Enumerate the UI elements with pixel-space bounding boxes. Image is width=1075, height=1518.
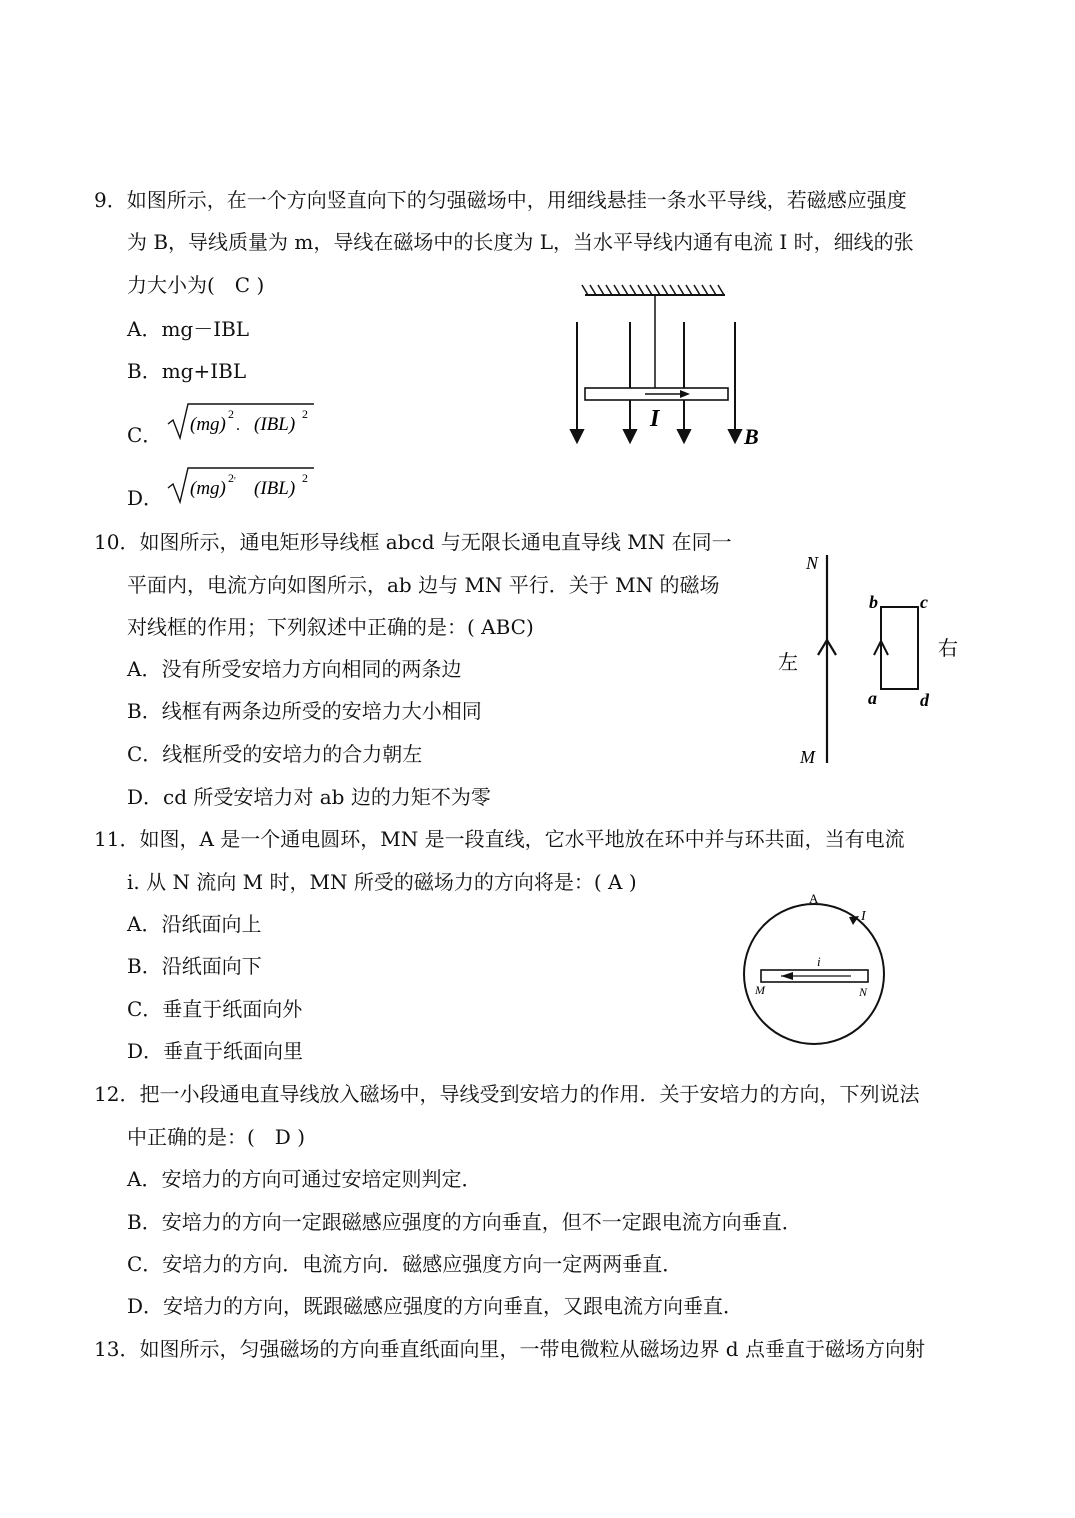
q10-option-d: D．cd 所受安培力对 ab 边的力矩不为零 (127, 785, 491, 809)
q10-option-c: C．线框所受的安培力的合力朝左 (127, 742, 423, 766)
q11-option-d: D．垂直于纸面向里 (127, 1039, 304, 1063)
q10-stem-line3: 对线框的作用；下列叙述中正确的是：( ABC) (127, 615, 534, 639)
q12-option-c: C．安培力的方向．电流方向．磁感应强度方向一定两两垂直． (127, 1252, 683, 1276)
q12-option-a: A．安培力的方向可通过安培定则判定． (127, 1167, 482, 1191)
svg-text:(mg): (mg) (190, 414, 226, 435)
q10-option-a: A．没有所受安培力方向相同的两条边 (127, 657, 462, 681)
q10-stem-line2: 平面内，电流方向如图所示，ab 边与 MN 平行．关于 MN 的磁场 (127, 573, 720, 597)
q11-figure-label-n: N (859, 985, 868, 999)
q9-option-c-formula (162, 400, 322, 446)
q10-figure-label-d: d (920, 690, 929, 710)
q10-figure-wire-and-frame (770, 545, 970, 770)
q10-figure-label-m: M (800, 747, 815, 767)
q9-stem-line2: 为 B，导线质量为 m，导线在磁场中的长度为 L，当水平导线内通有电流 I 时，细线的张 (127, 230, 914, 254)
q12-option-b: B．安培力的方向一定跟磁感应强度的方向垂直，但不一定跟电流方向垂直． (127, 1210, 802, 1234)
q9-stem-line3: 力大小为( C ) (127, 273, 265, 297)
q10-stem-line1: 10．如图所示，通电矩形导线框 abcd 与无限长通电直导线 MN 在同一 (94, 530, 732, 554)
q12-stem-line1: 12．把一小段通电直导线放入磁场中，导线受到安培力的作用．关于安培力的方向，下列说法 (94, 1082, 920, 1106)
svg-text:(IBL): (IBL) (254, 414, 296, 435)
svg-text:': ' (234, 476, 236, 487)
q10-figure-label-c: c (920, 592, 928, 612)
q11-figure-label-big-i: I (861, 909, 866, 924)
q11-option-c: C．垂直于纸面向外 (127, 997, 303, 1021)
q11-option-a: A．沿纸面向上 (127, 912, 262, 936)
q10-figure-label-a: a (868, 688, 877, 708)
svg-text:(mg): (mg) (190, 478, 226, 499)
q9-stem-line1: 9．如图所示，在一个方向竖直向下的匀强磁场中，用细线悬挂一条水平导线，若磁感应强度 (94, 188, 907, 212)
q13-stem-line1: 13．如图所示，匀强磁场的方向垂直纸面向里，一带电微粒从磁场边界 d 点垂直于磁场方向射 (94, 1337, 925, 1361)
q9-figure-current-label: I (650, 406, 660, 432)
q10-figure-label-right: 右 (938, 638, 958, 660)
q12-stem-line2: 中正确的是：( D ) (127, 1125, 305, 1149)
q9-option-c-label: C． (127, 423, 163, 447)
q12-option-d: D．安培力的方向，既跟磁感应强度的方向垂直，又跟电流方向垂直． (127, 1294, 744, 1318)
q9-option-a: A．mg－IBL (127, 317, 250, 341)
q11-stem-line1: 11．如图，A 是一个通电圆环，MN 是一段直线，它水平地放在环中并与环共面，当有电流 (94, 827, 905, 851)
q10-figure-label-left: 左 (778, 652, 798, 674)
svg-text:2: 2 (228, 407, 234, 421)
q11-stem-line2: i. 从 N 流向 M 时，MN 所受的磁场力的方向将是：( A ) (127, 870, 637, 894)
svg-text:2: 2 (228, 471, 234, 485)
q10-figure-label-n: N (806, 553, 819, 573)
q9-option-d-formula (162, 464, 322, 510)
q9-figure-field-label: B (744, 424, 759, 449)
q11-figure-label-m: M (755, 983, 765, 997)
svg-text:2: 2 (302, 471, 308, 485)
q10-figure-label-b: b (869, 592, 878, 612)
q11-figure-label-a: A (809, 891, 819, 906)
q11-option-b: B．沿纸面向下 (127, 954, 262, 978)
q10-option-b: B．线框有两条边所受的安培力大小相同 (127, 699, 482, 723)
q9-option-b: B．mg+IBL (127, 359, 247, 383)
q11-figure-label-small-i: i (817, 954, 821, 969)
q9-option-d-label: D． (127, 486, 164, 510)
svg-text:(IBL): (IBL) (254, 478, 296, 499)
svg-text:2: 2 (302, 407, 308, 421)
q9-figure-hanging-wire (560, 280, 780, 455)
q11-figure-ring (735, 888, 895, 1048)
svg-text:.: . (236, 417, 240, 434)
